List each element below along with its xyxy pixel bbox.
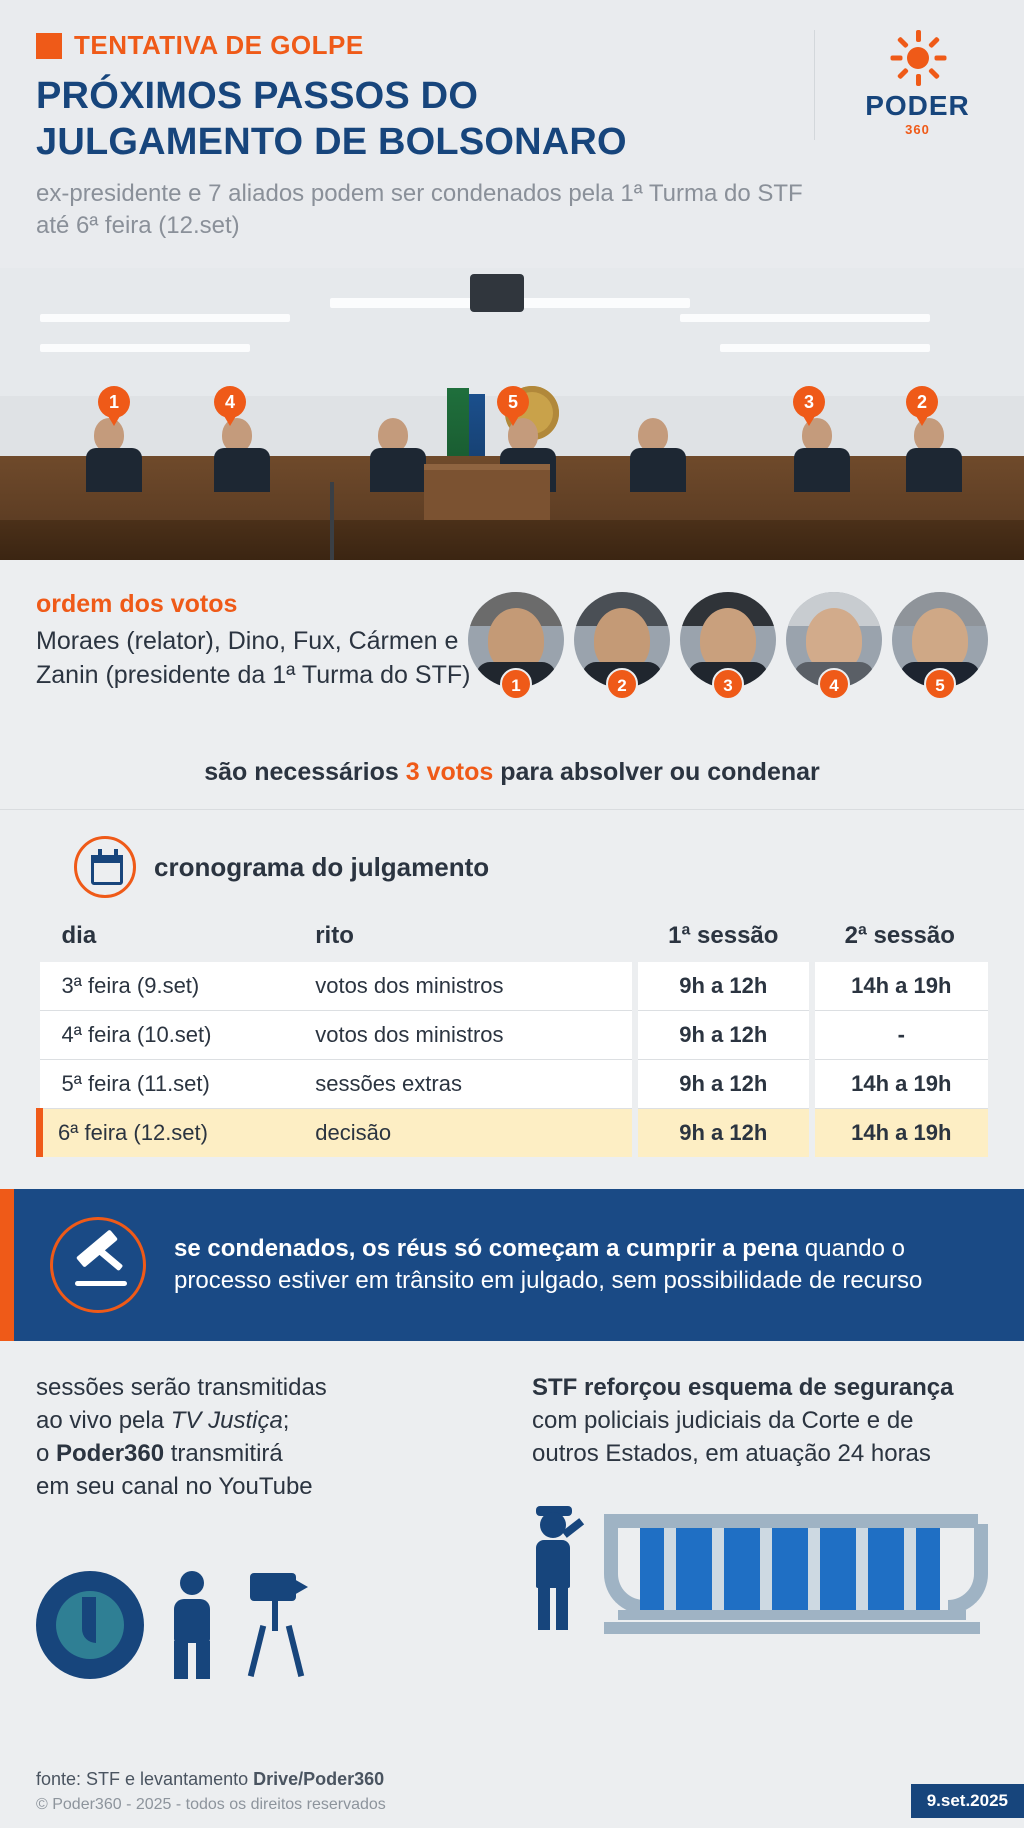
portrait-badge-3: 3 xyxy=(712,668,744,700)
cell-sessao1: 9h a 12h xyxy=(635,1109,811,1158)
broadcast-line3 xyxy=(36,1437,492,1470)
broadcast-brand: Poder360 xyxy=(56,1440,165,1468)
cell-dia: 6ª feira (12.set) xyxy=(40,1109,316,1158)
photo-marker-5: 5 xyxy=(497,386,529,418)
portrait-dino xyxy=(574,592,670,695)
justice-seat-1 xyxy=(86,418,132,492)
callout-rest: quando o processo estiver em trânsito em julgado, sem possibilidade de recurso xyxy=(174,1234,923,1294)
callout-bold: se condenados, os réus só começam a cumprir a pena xyxy=(174,1234,799,1262)
vote-order-title: ordem dos votos xyxy=(36,590,238,618)
portrait-badge-2: 2 xyxy=(606,668,638,700)
person-icon xyxy=(166,1571,218,1679)
cell-sessao1: 9h a 12h xyxy=(635,1060,811,1109)
col-header-dia: dia xyxy=(61,922,97,949)
broadcast-channel: TV Justiça xyxy=(170,1407,283,1435)
source-line xyxy=(36,1769,988,1790)
clerk-seat xyxy=(630,418,676,492)
desk-front xyxy=(0,520,1024,560)
logo-sub: 360 xyxy=(905,122,930,137)
cell-rito: decisão xyxy=(315,1109,635,1158)
broadcast-line2-post: ; xyxy=(282,1407,290,1435)
schedule-header xyxy=(36,836,988,898)
ceiling-camera-icon xyxy=(470,274,524,312)
sun-icon xyxy=(890,30,946,86)
votes-needed-count: 3 votos xyxy=(405,758,494,786)
cell-sessao2: - xyxy=(812,1011,989,1060)
courtroom-photo xyxy=(0,268,1024,560)
header xyxy=(0,0,1024,268)
broadcast-line3-post: transmitirá xyxy=(164,1440,283,1468)
calendar-icon xyxy=(74,836,136,898)
portrait-carmen xyxy=(786,592,882,695)
cell-dia: 3ª feira (9.set) xyxy=(40,962,316,1011)
portrait-badge-4: 4 xyxy=(818,668,850,700)
cell-sessao1: 9h a 12h xyxy=(635,1011,811,1060)
col-header-sessao2: 2ª sessão xyxy=(844,922,955,949)
kicker-square-icon xyxy=(36,33,62,59)
cell-rito: votos dos ministros xyxy=(315,962,635,1011)
broadcast-icons xyxy=(36,1529,492,1679)
photo-marker-2: 2 xyxy=(906,386,938,418)
photo-marker-3: 3 xyxy=(793,386,825,418)
col-header-sessao1: 1ª sessão xyxy=(668,922,779,949)
security-line3: outros Estados, em atuação 24 horas xyxy=(532,1440,931,1468)
vote-order-text: Moraes (relator), Dino, Fux, Cármen e Zanin (presidente da 1ª Turma do STF) xyxy=(36,627,471,689)
portrait-moraes xyxy=(468,592,564,695)
logo-wordmark: PODER xyxy=(865,90,970,121)
schedule-title: cronograma do julgamento xyxy=(154,851,490,882)
broadcast-text xyxy=(36,1371,492,1503)
stf-building-icon xyxy=(532,1490,988,1640)
votes-needed-text xyxy=(0,758,1024,787)
cell-sessao1: 9h a 12h xyxy=(635,962,811,1011)
penalty-callout xyxy=(0,1189,1024,1341)
security-text xyxy=(532,1371,988,1470)
video-camera-icon xyxy=(240,1567,312,1679)
tripod xyxy=(330,482,334,560)
kicker-label: TENTATIVA DE GOLPE xyxy=(74,30,364,60)
page-subtitle: ex-presidente e 7 aliados podem ser condenados pela 1ª Turma do STF até 6ª feira (12.set) xyxy=(36,179,803,240)
cell-sessao2: 14h a 19h xyxy=(812,962,989,1011)
callout-text xyxy=(174,1233,988,1298)
justice-seat-2 xyxy=(906,418,952,492)
security-column xyxy=(532,1371,988,1679)
table-row xyxy=(40,1011,989,1060)
justice-seat-center-left xyxy=(370,418,416,492)
portrait-badge-1: 1 xyxy=(500,668,532,700)
cell-rito: votos dos ministros xyxy=(315,1011,635,1060)
security-title: STF reforçou esquema de segurança xyxy=(532,1374,954,1401)
table-row xyxy=(40,1060,989,1109)
publish-date-badge: 9.set.2025 xyxy=(911,1784,1024,1818)
votes-needed-pre: são necessários xyxy=(204,758,406,786)
poder360-logo xyxy=(814,30,990,140)
cell-dia: 5ª feira (11.set) xyxy=(40,1060,316,1109)
footer xyxy=(0,1769,1024,1828)
gavel-icon xyxy=(50,1217,146,1313)
cell-rito: sessões extras xyxy=(315,1060,635,1109)
broadcast-line4: em seu canal no YouTube xyxy=(36,1473,313,1501)
poder360-circle-icon xyxy=(36,1571,144,1679)
portrait-badge-5: 5 xyxy=(924,668,956,700)
portrait-zanin xyxy=(892,592,988,695)
broadcast-line1: sessões serão transmitidas xyxy=(36,1374,327,1401)
cell-sessao2: 14h a 19h xyxy=(812,1109,989,1158)
copyright-line: © Poder360 - 2025 - todos os direitos reservados xyxy=(36,1796,386,1813)
photo-marker-1: 1 xyxy=(98,386,130,418)
votes-needed-post: para absolver ou condenar xyxy=(493,758,820,786)
schedule-table xyxy=(36,922,988,1157)
broadcast-column xyxy=(36,1371,492,1679)
justice-seat-4 xyxy=(214,418,260,492)
justice-portraits xyxy=(468,592,988,695)
table-row-highlighted xyxy=(40,1109,989,1158)
broadcast-line3-pre: o xyxy=(36,1440,57,1468)
vote-order-section xyxy=(0,560,1024,810)
security-line2: com policiais judiciais da Corte e de xyxy=(532,1407,914,1435)
bottom-section xyxy=(0,1341,1024,1679)
source-brand: Drive/Poder360 xyxy=(253,1769,385,1789)
cell-dia: 4ª feira (10.set) xyxy=(40,1011,316,1060)
col-header-rito: rito xyxy=(315,922,354,949)
table-header-row xyxy=(40,922,989,962)
source-prefix: fonte: STF e levantamento xyxy=(36,1769,254,1789)
broadcast-line2 xyxy=(36,1404,492,1437)
table-row xyxy=(40,962,989,1011)
page-title-line1: PRÓXIMOS PASSOS DO xyxy=(36,75,479,117)
schedule-section xyxy=(0,810,1024,1171)
photo-marker-4: 4 xyxy=(214,386,246,418)
cell-sessao2: 14h a 19h xyxy=(812,1060,989,1109)
justice-seat-3 xyxy=(794,418,840,492)
portrait-fux xyxy=(680,592,776,695)
page-title-line2: JULGAMENTO DE BOLSONARO xyxy=(36,121,627,164)
broadcast-line2-pre: ao vivo pela xyxy=(36,1407,171,1435)
